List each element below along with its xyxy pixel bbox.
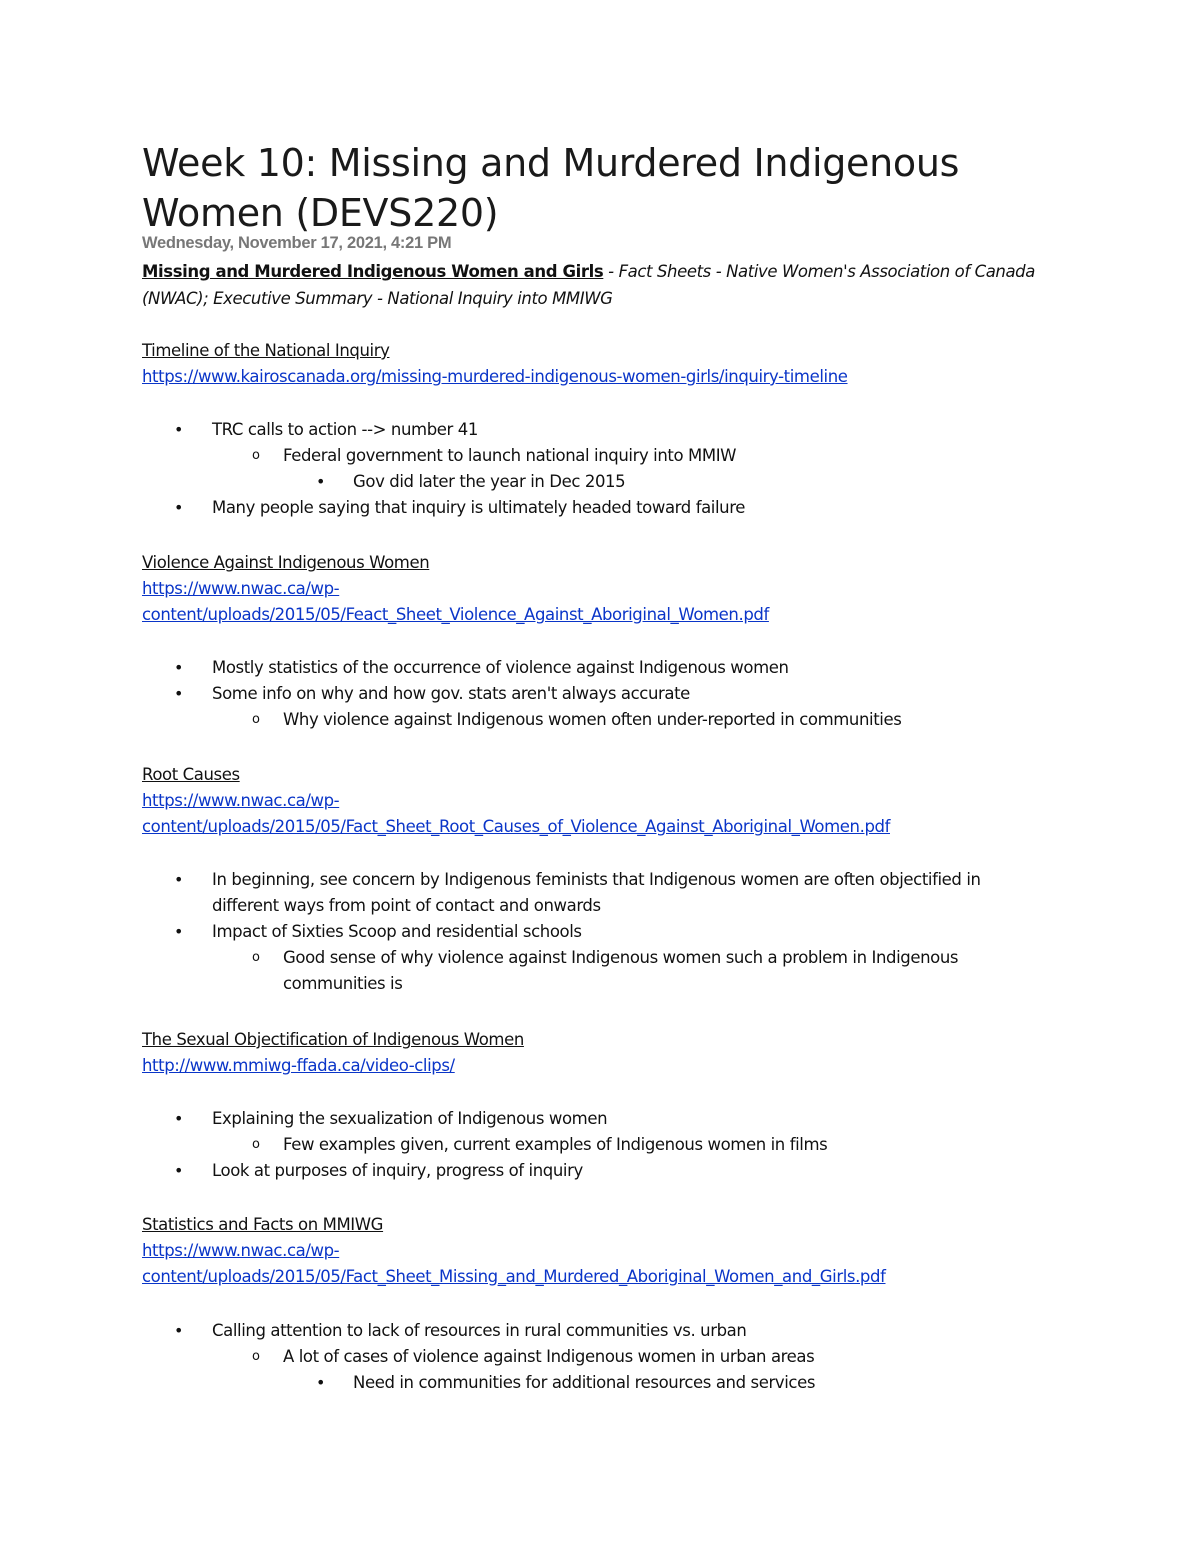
- section-sexual-objectification: [142, 1027, 1062, 1079]
- list-item: • Look at purposes of inquiry, progress of inquiry: [142, 1158, 1062, 1184]
- section-link[interactable]: https://www.nwac.ca/wp- content/uploads/2015/05/Fact_Sheet_Root_Causes_of_Violence_Against_Aboriginal_Women.pdf: [142, 791, 890, 836]
- bullet-icon: •: [174, 420, 184, 439]
- bullet-icon: •: [174, 498, 184, 517]
- list-item: • Need in communities for additional resources and services: [142, 1370, 1062, 1396]
- section-link[interactable]: https://www.nwac.ca/wp- content/uploads/2015/05/Feact_Sheet_Violence_Against_Aboriginal_Women.pdf: [142, 579, 769, 624]
- list-item: o Few examples given, current examples of Indigenous women in films: [142, 1132, 1062, 1158]
- list-item: • Impact of Sixties Scoop and residential schools: [142, 919, 1062, 945]
- list-item: o Good sense of why violence against Indigenous women such a problem in Indigenous communities is: [142, 945, 1062, 997]
- note-timestamp: Wednesday, November 17, 2021, 4:21 PM: [142, 234, 452, 252]
- section-violence: [142, 550, 1062, 628]
- section-timeline: [142, 338, 1062, 390]
- bullet-icon: •: [174, 1161, 184, 1180]
- section-link[interactable]: https://www.nwac.ca/wp- content/uploads/2015/05/Fact_Sheet_Missing_and_Murdered_Aboriginal_Women_and_Girls.pdf: [142, 1241, 886, 1286]
- list-item: • TRC calls to action --> number 41: [142, 417, 1062, 443]
- circle-bullet-icon: o: [252, 712, 260, 727]
- bullet-icon: •: [174, 870, 184, 889]
- list-item: o Federal government to launch national inquiry into MMIW: [142, 443, 1062, 469]
- intro-italic-text: - Fact Sheets - Native Women's Association of Canada (NWAC); Executive Summary - National Inquiry into MMIWG: [142, 262, 1035, 308]
- intro-paragraph: [142, 258, 1042, 312]
- circle-bullet-icon: o: [252, 1137, 260, 1152]
- circle-bullet-icon: o: [252, 950, 260, 965]
- list-item: • Explaining the sexualization of Indigenous women: [142, 1106, 1062, 1132]
- section-statistics: [142, 1212, 1062, 1290]
- section-link[interactable]: https://www.kairoscanada.org/missing-murdered-indigenous-women-girls/inquiry-timeline: [142, 367, 848, 386]
- section-title: Timeline of the National Inquiry: [142, 341, 390, 360]
- bullet-icon: •: [174, 922, 184, 941]
- circle-bullet-icon: o: [252, 448, 260, 463]
- intro-bold-title: Missing and Murdered Indigenous Women and Girls: [142, 262, 604, 281]
- bullet-icon: •: [174, 684, 184, 703]
- bullet-list: [142, 1106, 1062, 1184]
- bullet-icon: •: [174, 1321, 184, 1340]
- list-item: • Some info on why and how gov. stats aren't always accurate: [142, 681, 1062, 707]
- list-item: • Calling attention to lack of resources in rural communities vs. urban: [142, 1318, 1062, 1344]
- bullet-icon: •: [316, 472, 326, 491]
- section-title: Violence Against Indigenous Women: [142, 553, 430, 572]
- section-root-causes: [142, 762, 1062, 840]
- section-title: The Sexual Objectification of Indigenous Women: [142, 1030, 524, 1049]
- list-item: • In beginning, see concern by Indigenous feminists that Indigenous women are often objectified in different ways from point of contact and onwards: [142, 867, 1062, 919]
- bullet-list: [142, 1318, 1062, 1396]
- section-title: Root Causes: [142, 765, 240, 784]
- list-item: • Gov did later the year in Dec 2015: [142, 469, 1062, 495]
- bullet-list: [142, 417, 1062, 521]
- bullet-icon: •: [174, 658, 184, 677]
- bullet-icon: •: [174, 1109, 184, 1128]
- bullet-icon: •: [316, 1373, 326, 1392]
- page-title: Week 10: Missing and Murdered Indigenous Women (DEVS220): [142, 141, 960, 235]
- list-item: • Many people saying that inquiry is ultimately headed toward failure: [142, 495, 1062, 521]
- circle-bullet-icon: o: [252, 1349, 260, 1364]
- bullet-list: [142, 655, 1062, 733]
- section-title: Statistics and Facts on MMIWG: [142, 1215, 384, 1234]
- section-link[interactable]: http://www.mmiwg-ffada.ca/video-clips/: [142, 1056, 455, 1075]
- list-item: o A lot of cases of violence against Indigenous women in urban areas: [142, 1344, 1062, 1370]
- list-item: • Mostly statistics of the occurrence of violence against Indigenous women: [142, 655, 1062, 681]
- bullet-list: [142, 867, 1062, 997]
- list-item: o Why violence against Indigenous women often under-reported in communities: [142, 707, 1062, 733]
